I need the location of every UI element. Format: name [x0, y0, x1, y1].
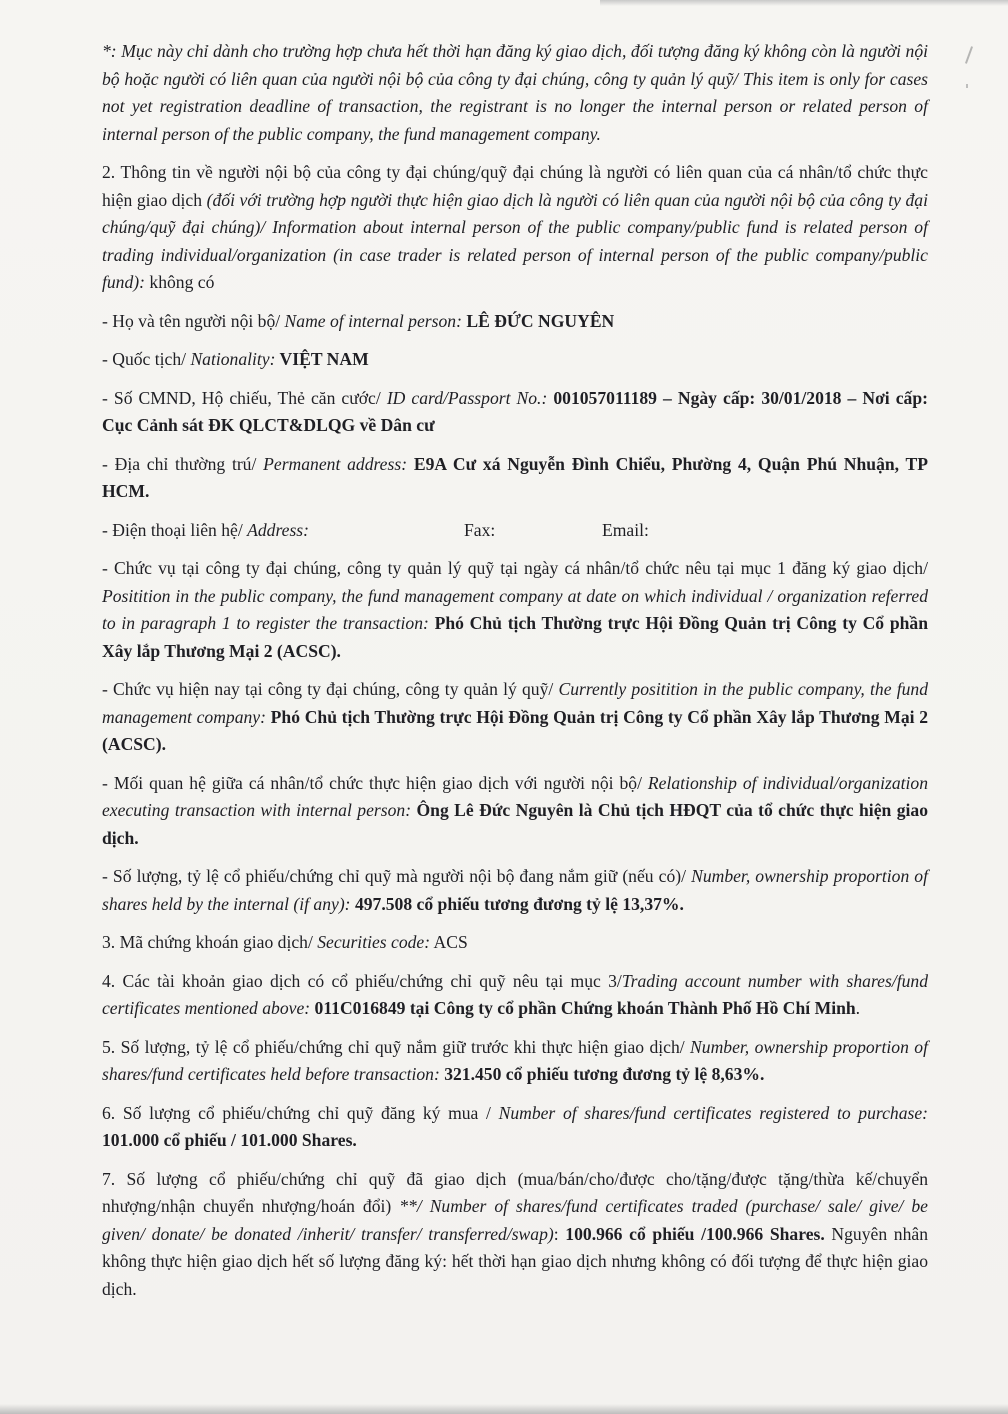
address-label-en: Permanent address: — [263, 453, 408, 474]
section-4-value: 011C016849 tại Công ty cổ phần Chứng khoán Thành Phố Hồ Chí Minh — [310, 998, 856, 1018]
relationship-label-en: Relationship of individual/organization executing transaction with internal person: — [102, 772, 928, 820]
section-6-label-en: Number of shares/fund certificates registered to purchase: — [498, 1102, 929, 1123]
section-7-label-en: **/ Number of shares/fund certificates traded (purchase/ sale/ give/ be given/ donate/ be donated /inherit/ transfer/ transferred/swap) — [102, 1196, 928, 1244]
nationality-value: VIỆT NAM — [275, 349, 369, 369]
section-5-paragraph — [102, 1034, 928, 1089]
position-now-value: Phó Chủ tịch Thường trực Hội Đồng Quản trị Công ty Cổ phần Xây lắp Thương Mại 2 (ACSC). — [102, 706, 929, 754]
footnote-en: This item is only for cases not yet registration deadline of transaction, the registrant is no longer the internal person or related person of internal person of the public company, the fund management company. — [102, 68, 928, 144]
nationality-label-en: Nationality: — [190, 349, 276, 369]
section-3-label: 3. Mã chứng khoán giao dịch/ — [102, 932, 318, 952]
scan-mark-small — [966, 84, 968, 88]
nationality-label: - Quốc tịch/ — [102, 349, 191, 369]
section-7-paragraph — [102, 1166, 928, 1304]
position-at-registration-line — [102, 555, 928, 665]
scan-bottom-edge — [0, 1404, 1008, 1414]
section-2-paragraph — [102, 159, 928, 297]
section-7-label: 7. Số lượng cổ phiếu/chứng chỉ quỹ đã giao dịch (mua/bán/cho/được cho/tặng/được tặng/thừa kế/chuyển nhượng/nhận chuyển nhượng/hoán đổi) — [102, 1168, 928, 1216]
holding-value: 497.508 cổ phiếu tương đương tỷ lệ 13,37%. — [350, 893, 684, 914]
id-card-label: - Số CMND, Hộ chiếu, Thẻ căn cước/ — [102, 387, 387, 408]
section-7-value: 100.966 cổ phiếu /100.966 Shares. — [558, 1223, 825, 1244]
position-now-line — [102, 676, 928, 759]
relationship-value: Ông Lê Đức Nguyên là Chủ tịch HĐQT của tổ chức thực hiện giao dịch. — [102, 800, 928, 848]
id-card-line — [102, 385, 928, 440]
section-5-label-en: Number, ownership proportion of shares/fund certificates held before transaction: — [102, 1036, 928, 1084]
holding-label-en: Number, ownership proportion of shares held by the internal (if any): — [102, 866, 928, 914]
position-reg-label: - Chức vụ tại công ty đại chúng, công ty quản lý quỹ tại ngày cá nhân/tổ chức nêu tại mục 1 đăng ký giao dịch/ — [102, 558, 928, 578]
section-5-value: 321.450 cổ phiếu tương đương tỷ lệ 8,63%. — [439, 1064, 765, 1084]
section-5-label: 5. Số lượng, tỷ lệ cổ phiếu/chứng chỉ quỹ nắm giữ trước khi thực hiện giao dịch/ — [102, 1036, 691, 1057]
phone-field — [102, 517, 464, 545]
section-3-label-en: Securities code: — [317, 932, 431, 952]
holding-line — [102, 863, 928, 918]
id-card-label-en: ID card/Passport No.: — [386, 387, 548, 408]
scan-top-shadow — [600, 0, 1008, 6]
holding-label: - Số lượng, tỷ lệ cổ phiếu/chứng chỉ quỹ mà người nội bộ đang nắm giữ (nếu có)/ — [102, 866, 692, 886]
name-label-en: Name of internal person: — [284, 310, 462, 331]
name-label: - Họ và tên người nội bộ/ — [102, 310, 285, 331]
section-6-paragraph — [102, 1100, 928, 1155]
address-label: - Địa chỉ thường trú/ — [102, 453, 264, 474]
relationship-label: - Mối quan hệ giữa cá nhân/tổ chức thực hiện giao dịch với người nội bộ/ — [102, 772, 648, 793]
phone-label: - Điện thoại liên hệ/ — [102, 519, 248, 540]
section-4-label-en: Trading account number with shares/fund certificates mentioned above: — [102, 970, 928, 1018]
address-value: E9A Cư xá Nguyễn Đình Chiểu, Phường 4, Quận Phú Nhuận, TP HCM. — [102, 453, 928, 501]
name-value: LÊ ĐỨC NGUYÊN — [461, 310, 615, 331]
section-6-value: 101.000 cổ phiếu / 101.000 Shares. — [102, 1130, 357, 1150]
phone-label-en: Address: — [247, 519, 310, 540]
position-now-label-en: Currently positition in the public company, the fund management company: — [102, 679, 928, 727]
address-line — [102, 451, 928, 506]
section-4-label: 4. Các tài khoản giao dịch có cổ phiếu/chứng chỉ quỹ nêu tại mục 3/ — [102, 970, 622, 991]
contact-line — [102, 517, 928, 545]
position-reg-value: Phó Chủ tịch Thường trực Hội Đồng Quản trị Công ty Cổ phần Xây lắp Thương Mại 2 (ACSC). — [102, 613, 928, 661]
email-label: Email: — [602, 519, 649, 540]
section-7-tail: Nguyên nhân không thực hiện giao dịch hết số lượng đăng ký: hết thời hạn giao dịch nhưng không có đối tượng để thực hiện giao dịch. — [102, 1223, 928, 1299]
section-2-italic: (đối với trường hợp người thực hiện giao dịch là người có liên quan của người nội bộ của công ty đại chúng/quỹ đại chúng)/ Information about internal person of the public company/public fund is related person of trading individual/organization (in case trader is related person of internal person of the public company/public fund): — [102, 189, 928, 292]
section-7-colon: : — [553, 1223, 559, 1244]
position-now-label: - Chức vụ hiện nay tại công ty đại chúng, công ty quản lý quỹ/ — [102, 679, 559, 699]
internal-person-name-line — [102, 308, 928, 336]
footnote-vi: *: Mục này chỉ dành cho trường hợp chưa hết thời hạn đăng ký giao dịch, đối tượng đăng ký không còn là người nội bộ hoặc người có liên quan của người nội bộ của công ty đại chúng, công ty quản lý quỹ/ — [102, 41, 928, 89]
scan-mark — [965, 46, 973, 64]
footnote-paragraph — [102, 38, 928, 148]
document-body — [102, 38, 928, 1314]
section-4-paragraph — [102, 968, 928, 1023]
section-3-value: ACS — [430, 932, 468, 952]
section-2-lead: 2. Thông tin về người nội bộ của công ty đại chúng/quỹ đại chúng là người có liên quan của cá nhân/tổ chức thực hiện giao dịch — [102, 162, 928, 210]
section-3-line — [102, 929, 928, 957]
section-4-tail: . — [855, 998, 861, 1018]
fax-label: Fax: — [464, 519, 496, 540]
relationship-line — [102, 770, 928, 853]
id-card-value: 001057011189 – Ngày cấp: 30/01/2018 – Nơi cấp: Cục Cảnh sát ĐK QLCT&DLQG về Dân cư — [102, 387, 928, 435]
section-6-label: 6. Số lượng cổ phiếu/chứng chỉ quỹ đăng ký mua / — [102, 1102, 499, 1123]
section-2-tail: không có — [145, 272, 215, 292]
nationality-line — [102, 346, 928, 374]
position-reg-label-en: Positition in the public company, the fund management company at date on which individual / organization referred to in paragraph 1 to register the transaction: — [102, 585, 928, 633]
